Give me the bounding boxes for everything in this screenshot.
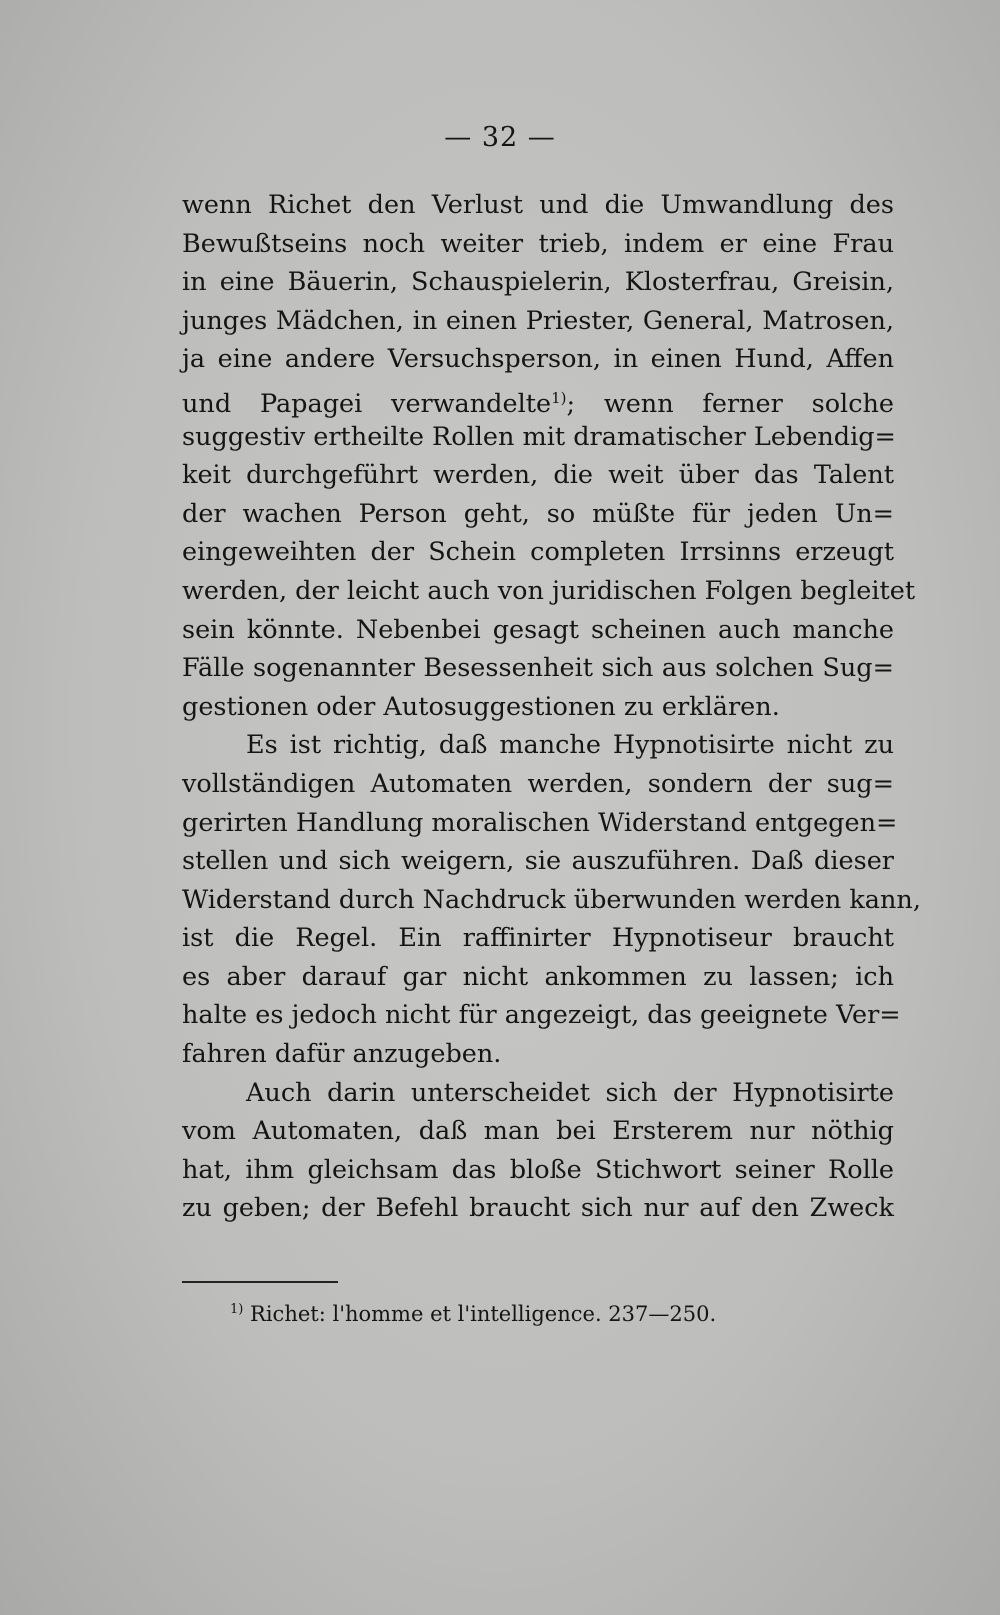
text-line: hat, ihm gleichsam das bloße Stichwort seiner Rolle bbox=[182, 1154, 894, 1185]
text-line: es aber darauf gar nicht ankommen zu lassen; ich bbox=[182, 961, 894, 992]
text-line: Widerstand durch Nachdruck überwunden werden kann, bbox=[182, 884, 921, 915]
footnote bbox=[230, 1302, 716, 1326]
footnote-reference: 1) bbox=[551, 388, 567, 407]
text-line: gerirten Handlung moralischen Widerstand entgegen= bbox=[182, 807, 898, 838]
text-line: werden, der leicht auch von juridischen Folgen begleitet bbox=[182, 575, 916, 606]
footnote-text: l'homme et l'intelligence. 237—250. bbox=[332, 1302, 717, 1326]
text-line: vom Automaten, daß man bei Ersterem nur nöthig bbox=[182, 1116, 894, 1147]
footnote-marker: 1) bbox=[230, 1302, 244, 1317]
text-line: stellen und sich weigern, sie auszuführen. Daß dieser bbox=[182, 846, 894, 877]
text-line: fahren dafür anzugeben. bbox=[182, 1039, 502, 1070]
text-line: eingeweihten der Schein completen Irrsinns erzeugt bbox=[182, 537, 894, 568]
footnote-divider bbox=[182, 1281, 338, 1283]
text-line: ja eine andere Versuchsperson, in einen Hund, Affen bbox=[182, 344, 894, 375]
text-line: Fälle sogenannter Besessenheit sich aus solchen Sug= bbox=[182, 653, 894, 684]
text-line: keit durchgeführt werden, die weit über das Talent bbox=[182, 460, 894, 491]
paragraph-start-line: Auch darin unterscheidet sich der Hypnotisirte bbox=[246, 1077, 894, 1108]
text-line: in eine Bäuerin, Schauspielerin, Klosterfrau, Greisin, bbox=[182, 267, 894, 298]
text-line: wenn Richet den Verlust und die Umwandlung des bbox=[182, 190, 894, 220]
text-line: ist die Regel. Ein raffinirter Hypnotiseur braucht bbox=[182, 923, 894, 954]
footnote-author: Richet: bbox=[250, 1302, 326, 1326]
text-line: junges Mädchen, in einen Priester, General, Matrosen, bbox=[182, 305, 894, 336]
text-line: gestionen oder Autosuggestionen zu erklären. bbox=[182, 691, 780, 722]
text-segment: ; wenn ferner solche bbox=[566, 388, 894, 419]
text-line: zu geben; der Befehl braucht sich nur auf den Zweck bbox=[182, 1193, 894, 1224]
text-line: der wachen Person geht, so müßte für jeden Un= bbox=[182, 498, 894, 529]
body-text bbox=[182, 186, 921, 1228]
page-number: — 32 — bbox=[444, 122, 556, 153]
text-line: halte es jedoch nicht für angezeigt, das geeignete Ver= bbox=[182, 1000, 901, 1031]
text-line: vollständigen Automaten werden, sondern der sug= bbox=[182, 768, 894, 799]
paragraph-start-line: Es ist richtig, daß manche Hypnotisirte nicht zu bbox=[246, 730, 894, 761]
text-segment: und Papagei verwandelte bbox=[182, 388, 552, 419]
text-line-with-footnote-ref bbox=[182, 379, 894, 418]
text-line: suggestiv ertheilte Rollen mit dramatischer Lebendig= bbox=[182, 421, 896, 452]
text-line: Bewußtseins noch weiter trieb, indem er eine Frau bbox=[182, 228, 894, 259]
text-line: sein könnte. Nebenbei gesagt scheinen auch manche bbox=[182, 614, 894, 645]
